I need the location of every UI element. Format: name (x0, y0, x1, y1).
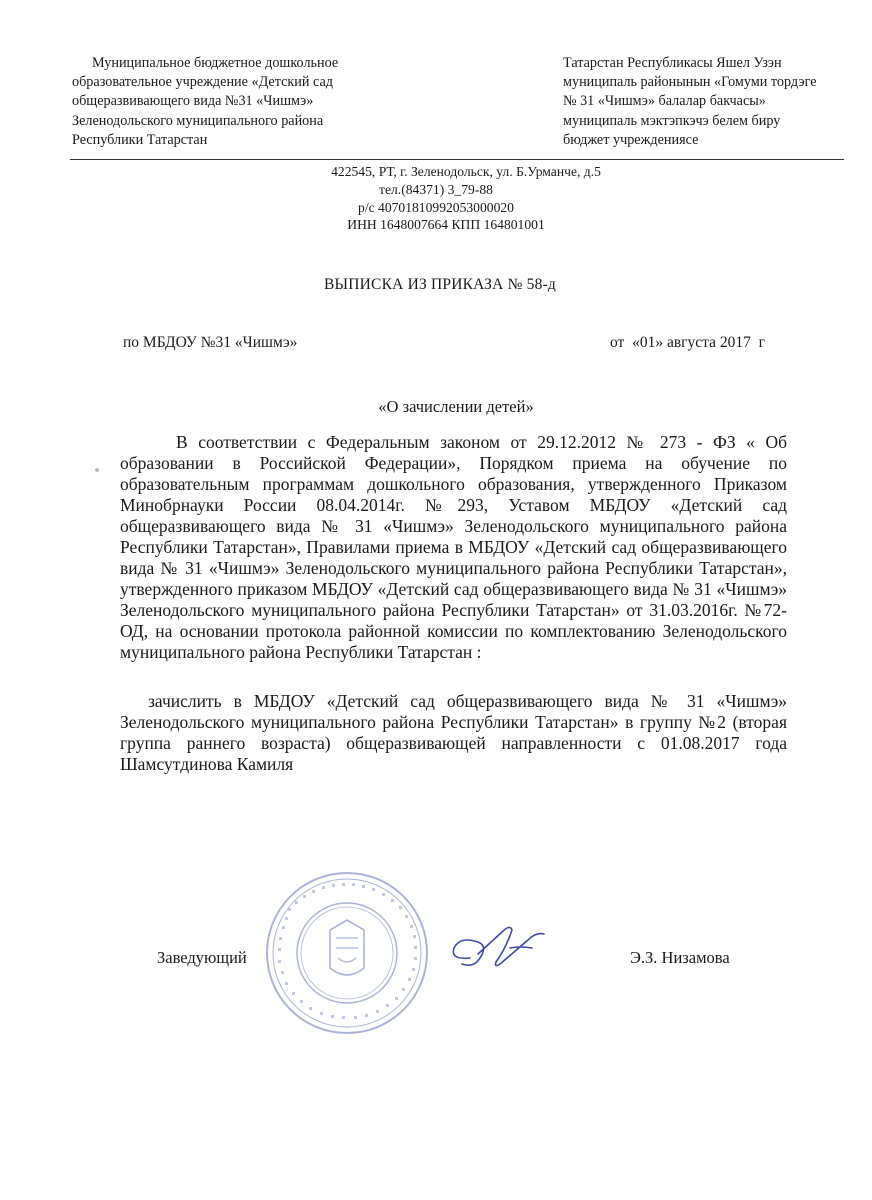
header-left-line: Муниципальное бюджетное дошкольное (92, 55, 339, 71)
bank-account-line: р/с 40701810992053000020 (358, 199, 514, 215)
legal-basis-paragraph: В соответствии с Федеральным законом от 29.12.2012 № 273 - ФЗ « Об образовании в Российской Федерации», Порядком приема на обучение по образовательным программам дошкольного образования, утвержденного Приказом Минобрнауки России 08.04.2014г. №293, Уставом МБДОУ «Детский сад общеразвивающего вида № 31 «Чишмэ» Зеленодольского муниципального района Республики Татарстан», Правилами приема в МБДОУ «Детский сад общеразвивающего вида № 31 «Чишмэ» Зеленодольского муниципального района Республики Татарстан», утвержденного приказом МБДОУ «Детский сад общеразвивающего вида № 31 «Чишмэ» Зеленодольского муниципального района Республики Татарстан» от 31.03.2016г. №72-ОД, на основании протокола районной комиссии по комплектованию Зеленодольского муниципального района Республики Татарстан : (120, 432, 787, 662)
header-left-line: общеразвивающего вида №31 «Чишмэ» (72, 93, 314, 110)
header-right-line: № 31 «Чишмэ» балалар бакчасы» (563, 93, 766, 110)
header-left-line: образовательное учреждение «Детский сад (72, 74, 334, 91)
header-organization-tt (563, 54, 853, 150)
header-left-line: Зеленодольского муниципального района (72, 112, 324, 129)
order-body (120, 432, 787, 775)
header-right-line: муниципаль мэктэпкэчэ белем биру (563, 112, 781, 129)
address-block (0, 163, 872, 234)
enrollment-paragraph: зачислить в МБДОУ «Детский сад общеразвивающего вида № 31 «Чишмэ» Зеленодольского муниципального района Республики Татарстан» в группу №2 (вторая группа раннего возраста) общеразвивающей направленности с 01.08.2017 года Шамсутдинова Камиля (120, 691, 787, 774)
header-organization-ru (72, 54, 402, 150)
header-left-line: Республики Татарстан (72, 131, 208, 148)
header-divider (70, 159, 844, 160)
tax-id-line: ИНН 1648007664 КПП 164801001 (347, 217, 545, 233)
handwritten-signature-icon (440, 918, 560, 978)
order-subject: «О зачислении детей» (378, 397, 534, 416)
order-date: от «01» августа 2017 г (610, 334, 765, 351)
phone-line: тел.(84371) 3_79-88 (379, 181, 493, 197)
header-right-line: Татарстан Республикасы Яшел Узэн (563, 55, 782, 71)
order-title: ВЫПИСКА ИЗ ПРИКАЗА № 58-д (323, 276, 557, 293)
address-line: 422545, РТ, г. Зеленодольск, ул. Б.Урманче, д.5 (331, 164, 601, 179)
signatory-title: Заведующий (157, 948, 247, 967)
scan-speck (95, 468, 99, 472)
signatory-name: Э.З. Низамова (630, 948, 730, 967)
header-right-line: бюджет учреждениясе (563, 131, 699, 148)
official-stamp-icon (262, 868, 432, 1038)
header-right-line: муниципаль районынын «Гомуми тордэге (563, 74, 817, 91)
order-issuer: по МБДОУ №31 «Чишмэ» (123, 334, 298, 351)
